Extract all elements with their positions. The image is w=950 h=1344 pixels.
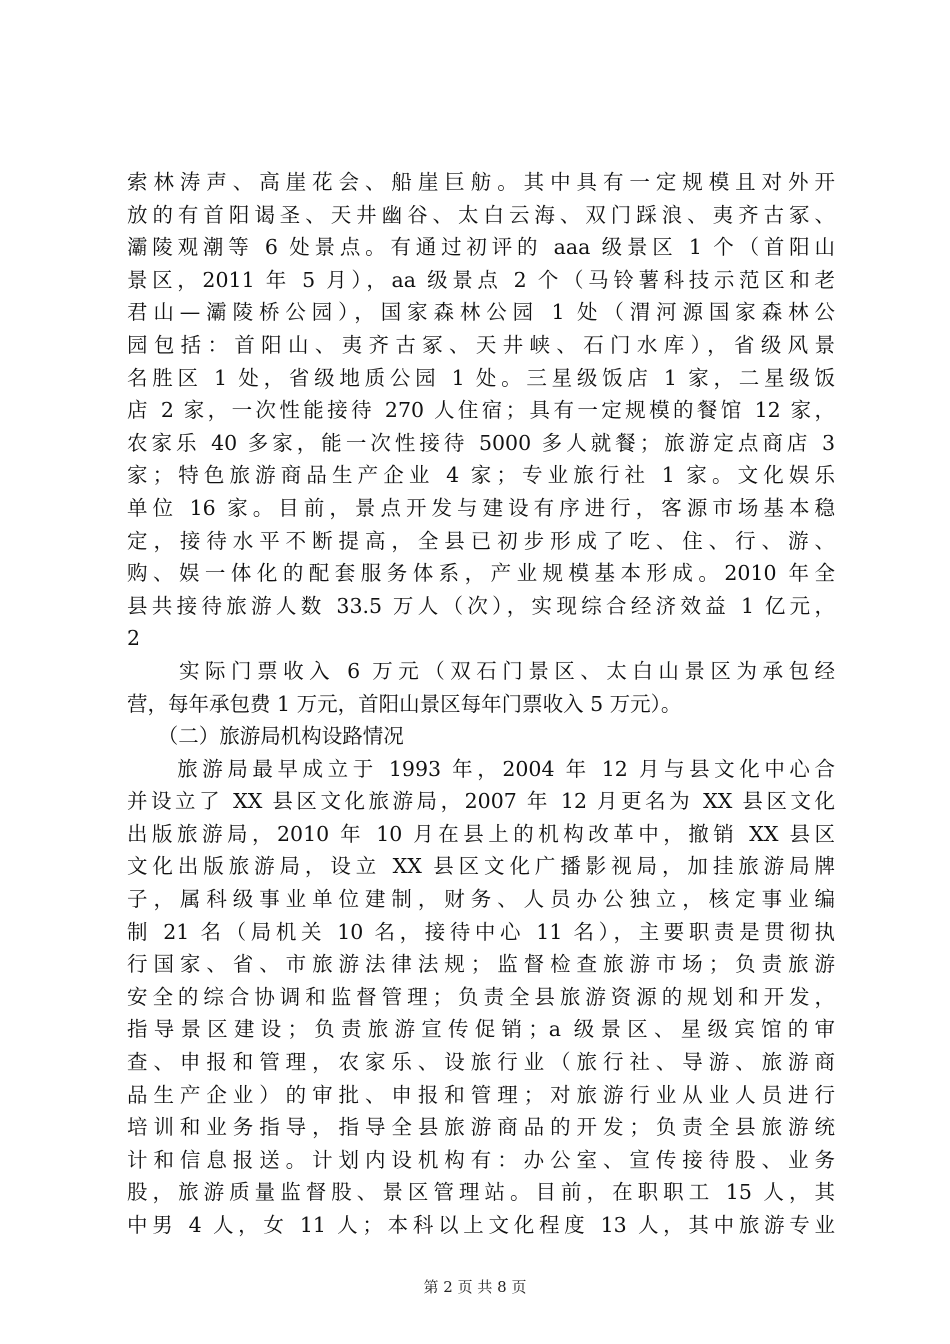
text-line: 旅游局最早成立于 1993 年，2004 年 12 月与县文化中心合 — [127, 756, 835, 781]
text-line: 营，每年承包费 1 万元，首阳山景区每年门票收入 5 万元）。 — [127, 691, 682, 716]
text-line: 制 21 名（局机关 10 名，接待中心 11 名），主要职责是贯彻执 — [127, 919, 835, 944]
text-line: 并设立了 XX 县区文化旅游局，2007 年 12 月更名为 XX 县区文化 — [127, 789, 835, 814]
text-line: 子，属科级事业单位建制，财务、人员办公独立，核定事业编 — [127, 887, 835, 912]
text-line: 单位 16 家。目前，景点开发与建设有序进行，客源市场基本稳 — [127, 495, 835, 520]
text-line: 园包括：首阳山、夷齐古冢、天井峡、石门水库），省级风景 — [127, 332, 835, 357]
text-line: 文化出版旅游局，设立 XX 县区文化广播影视局，加挂旅游局牌 — [127, 854, 835, 879]
text-line: 2 — [127, 626, 141, 651]
text-line: 查、申报和管理，农家乐、设旅行业（旅行社、导游、旅游商 — [127, 1050, 835, 1075]
body-text — [127, 166, 835, 1242]
text-line: 品生产企业）的审批、申报和管理；对旅游行业从业人员进行 — [127, 1082, 835, 1107]
text-line: 索林涛声、高崖花会、船崖巨舫。其中具有一定规模且对外开 — [127, 170, 835, 194]
text-line: 定，接待水平不断提高，全县已初步形成了吃、住、行、游、 — [127, 528, 835, 553]
text-line: 家；特色旅游商品生产企业 4 家；专业旅行社 1 家。文化娱乐 — [127, 463, 835, 488]
text-line: 股，旅游质量监督股、景区管理站。目前，在职职工 15 人，其 — [127, 1180, 835, 1205]
text-line: 君山—灞陵桥公园），国家森林公园 1 处（渭河源国家森林公 — [127, 300, 835, 325]
text-line: 县共接待旅游人数 33.5 万人（次），实现综合经济效益 1 亿元， — [127, 593, 835, 618]
text-line: 指导景区建设；负责旅游宣传促销；a 级景区、星级宾馆的审 — [127, 1017, 835, 1042]
text-line: 农家乐 40 多家，能一次性接待 5000 多人就餐；旅游定点商店 3 — [127, 430, 835, 455]
text-line: 景区，2011 年 5 月），aa 级景点 2 个（马铃薯科技示范区和老 — [127, 267, 835, 292]
text-line: 中男 4 人，女 11 人；本科以上文化程度 13 人，其中旅游专业 — [127, 1213, 835, 1237]
text-line: 实际门票收入 6 万元（双石门景区、太白山景区为承包经 — [127, 658, 835, 683]
section-heading: （二）旅游局机构设路情况 — [127, 724, 404, 749]
text-line: 培训和业务指导，指导全县旅游商品的开发；负责全县旅游统 — [127, 1115, 835, 1140]
text-line: 灞陵观潮等 6 处景点。有通过初评的 aaa 级景区 1 个（首阳山 — [127, 235, 835, 260]
text-line: 店 2 家，一次性能接待 270 人住宿；具有一定规模的餐馆 12 家， — [127, 398, 835, 423]
page-number-footer: 第 2 页 共 8 页 — [423, 1278, 527, 1296]
text-line: 名胜区 1 处，省级地质公园 1 处。三星级饭店 1 家，二星级饭 — [127, 365, 835, 390]
text-line: 购、娱一体化的配套服务体系，产业规模基本形成。2010 年全 — [127, 561, 835, 586]
text-line: 放的有首阳谒圣、天井幽谷、太白云海、双门踩浪、夷齐古冢、 — [127, 202, 835, 227]
text-line: 计和信息报送。计划内设机构有：办公室、宣传接待股、业务 — [127, 1147, 835, 1172]
text-line: 安全的综合协调和监督管理；负责全县旅游资源的规划和开发， — [127, 984, 835, 1009]
text-line: 行国家、省、市旅游法律法规；监督检查旅游市场；负责旅游 — [127, 952, 835, 977]
text-line: 出版旅游局，2010 年 10 月在县上的机构改革中，撤销 XX 县区 — [127, 821, 835, 846]
